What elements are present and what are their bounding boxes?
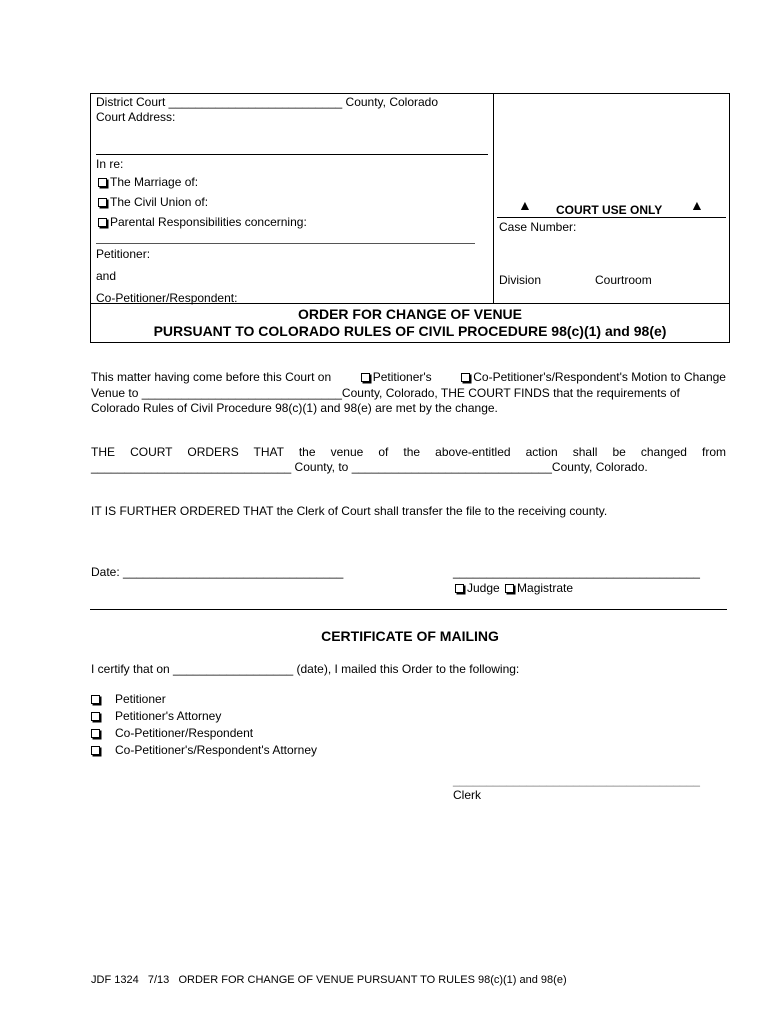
checkbox-copetitioner-motion[interactable] — [461, 373, 470, 382]
recipient-item[interactable] — [91, 692, 166, 706]
checkbox-recipient[interactable] — [91, 695, 100, 704]
option-marriage[interactable] — [98, 175, 198, 189]
checkbox-magistrate[interactable] — [505, 584, 514, 593]
checkbox-marriage[interactable] — [98, 178, 107, 187]
magistrate-label: Magistrate — [517, 581, 574, 595]
caption-address-rule — [96, 154, 488, 155]
form-version: 7/13 — [147, 974, 170, 986]
option-parental[interactable] — [98, 215, 307, 229]
judge-option[interactable] — [455, 581, 500, 595]
clerk-signature-line[interactable]: _____________________________________ — [453, 773, 700, 787]
option-civil-union[interactable] — [98, 195, 208, 209]
court-address-label: Court Address: — [96, 110, 176, 124]
option-marriage-label: The Marriage of: — [110, 175, 199, 189]
court-use-rule — [497, 217, 726, 218]
checkbox-recipient[interactable] — [91, 712, 100, 721]
checkbox-civil-union[interactable] — [98, 198, 107, 207]
para1-line2: Venue to ______________________________County, Colorado, THE COURT FINDS that the requirements of — [91, 386, 680, 400]
copetitioner-motion-option[interactable] — [461, 370, 726, 384]
section-divider — [90, 609, 727, 610]
courtroom-label: Courtroom — [595, 273, 652, 287]
checkbox-petitioner-motion[interactable] — [361, 373, 370, 382]
option-parental-label: Parental Responsibilities concerning: — [110, 215, 307, 229]
division-label: Division — [499, 273, 542, 287]
petitioner-motion-label: Petitioner's — [372, 370, 432, 384]
recipient-label: Co-Petitioner/Respondent — [115, 726, 254, 740]
arrow-up-icon: ▲ — [518, 197, 532, 213]
para2-line1: THE COURT ORDERS THAT the venue of the above-entitled action shall be changed from — [91, 445, 726, 459]
judge-label: Judge — [467, 581, 500, 595]
checkbox-parental[interactable] — [98, 218, 107, 227]
footer-title: ORDER FOR CHANGE OF VENUE PURSUANT TO RULES 98(c)(1) and 98(e) — [178, 974, 567, 986]
recipient-item[interactable] — [91, 709, 221, 723]
caption-divider — [493, 93, 494, 303]
petitioner-name-line[interactable] — [96, 243, 475, 244]
para1-line3: Colorado Rules of Civil Procedure 98(c)(1) and 98(e) are met by the change. — [91, 401, 498, 415]
certify-line: I certify that on __________________ (date), I mailed this Order to the following: — [91, 662, 520, 676]
recipient-label: Petitioner — [115, 692, 166, 706]
recipient-item[interactable] — [91, 726, 253, 740]
para1-line1 — [91, 370, 726, 384]
in-re-label: In re: — [96, 157, 124, 171]
recipient-label: Co-Petitioner's/Respondent's Attorney — [115, 743, 318, 757]
checkbox-judge[interactable] — [455, 584, 464, 593]
petitioner-label: Petitioner: — [96, 247, 151, 261]
judge-magistrate-options — [455, 581, 573, 595]
court-use-only: COURT USE ONLY — [556, 203, 663, 217]
signature-line[interactable]: _____________________________________ — [453, 565, 700, 579]
order-title-line1: ORDER FOR CHANGE OF VENUE — [297, 306, 522, 322]
para3: IT IS FURTHER ORDERED THAT the Clerk of Court shall transfer the file to the receiving county. — [91, 504, 608, 518]
copetitioner-motion-label: Co-Petitioner's/Respondent's Motion to Change — [473, 370, 726, 384]
footer — [91, 974, 567, 986]
recipient-label: Petitioner's Attorney — [115, 709, 222, 723]
checkbox-recipient[interactable] — [91, 746, 100, 755]
clerk-label: Clerk — [453, 788, 482, 802]
recipient-item[interactable] — [91, 743, 317, 757]
and-label: and — [96, 269, 117, 283]
arrow-up-icon: ▲ — [690, 197, 704, 213]
district-court-line: District Court __________________________ County, Colorado — [96, 95, 439, 109]
magistrate-option[interactable] — [503, 581, 573, 595]
order-title-line2: PURSUANT TO COLORADO RULES OF CIVIL PROCEDURE 98(c)(1) and 98(e) — [153, 323, 667, 339]
certificate-title: CERTIFICATE OF MAILING — [321, 628, 499, 644]
petitioner-motion-option[interactable] — [361, 370, 432, 384]
para2-line2: ______________________________ County, to ______________________________County, Colorado. — [91, 460, 648, 474]
date-line[interactable]: Date: _________________________________ — [91, 565, 344, 579]
option-civil-union-label: The Civil Union of: — [110, 195, 209, 209]
case-number-label: Case Number: — [499, 220, 577, 234]
copetitioner-label: Co-Petitioner/Respondent: — [96, 291, 238, 305]
form-id: JDF 1324 — [91, 974, 139, 986]
para1-intro: This matter having come before this Court on — [91, 370, 332, 384]
checkbox-recipient[interactable] — [91, 729, 100, 738]
